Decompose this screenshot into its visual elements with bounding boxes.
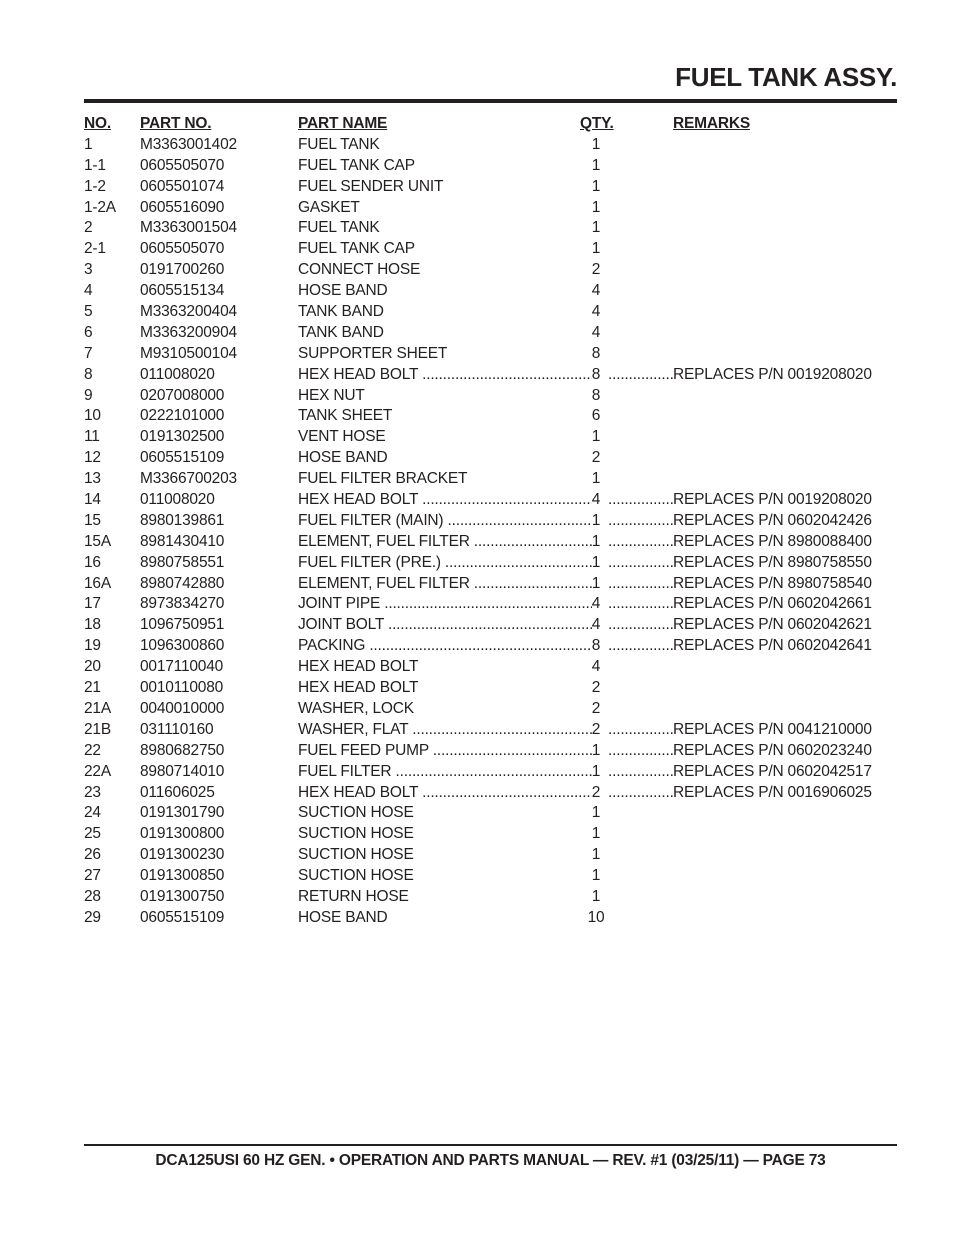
leader-dots <box>608 511 673 532</box>
cell-part-no: 8980742880 <box>140 574 225 592</box>
leader-dots <box>608 594 673 615</box>
table-row <box>84 824 897 845</box>
cell-part-name: TANK BAND <box>298 303 384 321</box>
cell-part-name: FUEL FILTER BRACKET <box>298 470 468 488</box>
cell-part-no: 0191300230 <box>140 846 225 864</box>
cell-part-name: SUCTION HOSE <box>298 846 414 864</box>
table-row <box>84 156 897 177</box>
cell-qty: 2 <box>591 679 601 697</box>
cell-no: 23 <box>84 783 101 801</box>
cell-no: 17 <box>84 595 101 613</box>
table-row <box>84 135 897 156</box>
cell-no: 25 <box>84 825 101 843</box>
cell-part-name: PACKING ..... <box>298 636 592 657</box>
cell-part-no: 8980758551 <box>140 553 225 571</box>
cell-qty: 4 <box>591 491 601 509</box>
cell-no: 22 <box>84 741 101 759</box>
cell-no: 1-2 <box>84 177 106 195</box>
table-row <box>84 615 897 636</box>
cell-no: 2 <box>84 219 93 237</box>
table-row <box>84 699 897 720</box>
cell-part-no: 011008020 <box>140 365 215 383</box>
cell-no: 21B <box>84 720 111 738</box>
cell-part-no: 0191301790 <box>140 804 225 822</box>
table-row <box>84 448 897 469</box>
table-row <box>84 281 897 302</box>
cell-qty: 2 <box>591 261 601 279</box>
cell-part-name: SUCTION HOSE <box>298 804 414 822</box>
cell-qty: 1 <box>591 804 601 822</box>
cell-remarks: REPLACES P/N 0602042517 <box>673 762 872 780</box>
leader-dots <box>608 741 673 762</box>
cell-no: 8 <box>84 365 93 383</box>
cell-qty: 2 <box>591 449 601 467</box>
table-row <box>84 302 897 323</box>
cell-part-name: SUPPORTER SHEET <box>298 344 448 362</box>
cell-qty: 8 <box>591 386 601 404</box>
cell-qty: 4 <box>591 658 601 676</box>
table-header <box>84 114 897 135</box>
cell-part-no: M3363001402 <box>140 135 237 153</box>
table-row <box>84 469 897 490</box>
cell-remarks: REPLACES P/N 0016906025 <box>673 783 872 801</box>
cell-part-no: 0222101000 <box>140 407 225 425</box>
cell-part-no: 8980682750 <box>140 741 225 759</box>
cell-part-name: FUEL FILTER (MAIN) ..... <box>298 511 592 532</box>
table-row <box>84 490 897 511</box>
cell-part-no: 0605505070 <box>140 156 225 174</box>
cell-qty: 1 <box>591 532 601 550</box>
cell-qty: 1 <box>591 511 601 529</box>
table-row <box>84 532 897 553</box>
cell-no: 4 <box>84 282 93 300</box>
cell-part-no: 0010110080 <box>140 679 224 697</box>
cell-part-name: JOINT PIPE ..... <box>298 594 592 615</box>
cell-remarks: REPLACES P/N 8980758540 <box>673 574 872 592</box>
table-row <box>84 594 897 615</box>
cell-part-name: HEX HEAD BOLT <box>298 679 419 697</box>
cell-no: 1-2A <box>84 198 116 216</box>
table-row <box>84 177 897 198</box>
cell-part-no: M9310500104 <box>140 344 237 362</box>
cell-no: 2-1 <box>84 240 106 258</box>
cell-qty: 10 <box>587 908 605 926</box>
cell-no: 3 <box>84 261 93 279</box>
cell-qty: 2 <box>591 699 601 717</box>
cell-qty: 4 <box>591 282 601 300</box>
cell-qty: 1 <box>591 470 601 488</box>
cell-part-name: FUEL TANK <box>298 219 380 237</box>
cell-part-name: HOSE BAND <box>298 282 388 300</box>
cell-qty: 1 <box>591 428 601 446</box>
cell-qty: 1 <box>591 177 601 195</box>
cell-remarks: REPLACES P/N 8980758550 <box>673 553 872 571</box>
leader-dots <box>608 532 673 553</box>
table-row <box>84 218 897 239</box>
cell-no: 19 <box>84 637 101 655</box>
title-divider <box>84 99 897 103</box>
cell-qty: 1 <box>591 825 601 843</box>
cell-part-name: FUEL TANK <box>298 135 380 153</box>
cell-part-no: 0191300850 <box>140 867 225 885</box>
table-row <box>84 406 897 427</box>
header-qty: QTY. <box>580 115 614 132</box>
cell-part-no: M3363200904 <box>140 323 237 341</box>
table-row <box>84 511 897 532</box>
cell-remarks: REPLACES P/N 0602042661 <box>673 595 872 613</box>
cell-no: 10 <box>84 407 101 425</box>
cell-part-name: HEX HEAD BOLT ..... <box>298 365 592 386</box>
cell-no: 18 <box>84 616 101 634</box>
table-row <box>84 553 897 574</box>
cell-qty: 1 <box>591 846 601 864</box>
leader-dots <box>608 783 673 804</box>
cell-part-no: 0605515109 <box>140 908 225 926</box>
cell-part-name: FUEL SENDER UNIT <box>298 177 444 195</box>
parts-table <box>84 114 897 929</box>
cell-part-name: FUEL TANK CAP <box>298 156 415 174</box>
cell-part-no: 8980139861 <box>140 511 225 529</box>
cell-no: 15 <box>84 511 101 529</box>
cell-no: 12 <box>84 449 101 467</box>
table-row <box>84 720 897 741</box>
cell-part-name: FUEL FILTER ..... <box>298 762 592 783</box>
cell-qty: 1 <box>591 135 601 153</box>
cell-part-no: 0191300750 <box>140 887 225 905</box>
page-footer: DCA125USI 60 HZ GEN. • OPERATION AND PARTS MANUAL — REV. #1 (03/25/11) — PAGE 73 <box>155 1152 826 1169</box>
table-row <box>84 657 897 678</box>
cell-qty: 4 <box>591 303 601 321</box>
table-row <box>84 198 897 219</box>
cell-part-name: JOINT BOLT ..... <box>298 615 592 636</box>
cell-qty: 4 <box>591 616 601 634</box>
cell-part-name: WASHER, FLAT ..... <box>298 720 592 741</box>
cell-qty: 1 <box>591 156 601 174</box>
cell-remarks: REPLACES P/N 0602042621 <box>673 616 872 634</box>
cell-qty: 2 <box>591 720 601 738</box>
cell-qty: 1 <box>591 553 601 571</box>
cell-part-no: M3363001504 <box>140 219 237 237</box>
cell-no: 27 <box>84 867 101 885</box>
cell-qty: 4 <box>591 323 601 341</box>
cell-no: 7 <box>84 344 93 362</box>
cell-part-no: 0605515134 <box>140 282 225 300</box>
cell-part-name: ELEMENT, FUEL FILTER ..... <box>298 532 592 553</box>
cell-part-no: M3366700203 <box>140 470 237 488</box>
cell-remarks: REPLACES P/N 0602023240 <box>673 741 872 759</box>
table-row <box>84 323 897 344</box>
cell-qty: 8 <box>591 637 601 655</box>
cell-part-name: FUEL TANK CAP <box>298 240 415 258</box>
cell-qty: 1 <box>591 887 601 905</box>
cell-no: 15A <box>84 532 111 550</box>
header-remarks: REMARKS <box>673 115 750 132</box>
cell-no: 16A <box>84 574 111 592</box>
leader-dots <box>608 490 673 511</box>
leader-dots <box>608 762 673 783</box>
cell-no: 21 <box>84 679 101 697</box>
table-row <box>84 866 897 887</box>
cell-remarks: REPLACES P/N 8980088400 <box>673 532 872 550</box>
cell-no: 22A <box>84 762 111 780</box>
cell-no: 13 <box>84 470 101 488</box>
table-body <box>84 135 897 929</box>
cell-qty: 1 <box>591 574 601 592</box>
cell-remarks: REPLACES P/N 0602042426 <box>673 511 872 529</box>
cell-no: 5 <box>84 303 93 321</box>
table-row <box>84 260 897 281</box>
cell-remarks: REPLACES P/N 0041210000 <box>673 720 872 738</box>
cell-part-no: 011008020 <box>140 491 215 509</box>
cell-part-no: 0191302500 <box>140 428 225 446</box>
page-title: FUEL TANK ASSY. <box>675 62 897 92</box>
table-row <box>84 344 897 365</box>
table-row <box>84 365 897 386</box>
cell-part-no: 0040010000 <box>140 699 225 717</box>
cell-qty: 1 <box>591 867 601 885</box>
table-row <box>84 783 897 804</box>
cell-part-no: 0605516090 <box>140 198 225 216</box>
cell-part-no: 011606025 <box>140 783 215 801</box>
cell-no: 28 <box>84 887 101 905</box>
table-row <box>84 908 897 929</box>
cell-part-no: 8973834270 <box>140 595 225 613</box>
cell-no: 29 <box>84 908 101 926</box>
cell-qty: 1 <box>591 198 601 216</box>
table-row <box>84 574 897 595</box>
leader-dots <box>608 365 673 386</box>
cell-no: 14 <box>84 491 101 509</box>
cell-part-name: RETURN HOSE <box>298 887 409 905</box>
cell-no: 26 <box>84 846 101 864</box>
header-part-name: PART NAME <box>298 115 388 132</box>
cell-part-name: FUEL FEED PUMP ..... <box>298 741 592 762</box>
cell-part-name: HEX HEAD BOLT ..... <box>298 490 592 511</box>
cell-part-name: VENT HOSE <box>298 428 386 446</box>
cell-no: 9 <box>84 386 93 404</box>
table-row <box>84 678 897 699</box>
cell-qty: 1 <box>591 219 601 237</box>
cell-no: 1 <box>84 135 93 153</box>
cell-part-no: 1096300860 <box>140 637 225 655</box>
cell-part-name: TANK BAND <box>298 323 384 341</box>
cell-part-name: WASHER, LOCK <box>298 699 414 717</box>
cell-part-name: HOSE BAND <box>298 908 388 926</box>
leader-dots <box>608 636 673 657</box>
leader-dots <box>608 574 673 595</box>
leader-dots <box>608 615 673 636</box>
cell-qty: 4 <box>591 595 601 613</box>
cell-part-no: 031110160 <box>140 720 214 738</box>
cell-part-name: HEX HEAD BOLT <box>298 658 419 676</box>
cell-qty: 8 <box>591 365 601 383</box>
cell-part-no: 0191700260 <box>140 261 225 279</box>
cell-no: 6 <box>84 323 93 341</box>
cell-part-name: CONNECT HOSE <box>298 261 421 279</box>
table-row <box>84 636 897 657</box>
table-row <box>84 741 897 762</box>
cell-no: 20 <box>84 658 101 676</box>
cell-part-name: TANK SHEET <box>298 407 393 425</box>
cell-part-no: 8980714010 <box>140 762 225 780</box>
cell-qty: 6 <box>591 407 601 425</box>
cell-part-no: 0207008000 <box>140 386 225 404</box>
table-row <box>84 239 897 260</box>
cell-part-no: 8981430410 <box>140 532 225 550</box>
header-part-no: PART NO. <box>140 115 212 132</box>
cell-part-name: SUCTION HOSE <box>298 867 414 885</box>
cell-no: 16 <box>84 553 101 571</box>
cell-no: 21A <box>84 699 111 717</box>
cell-remarks: REPLACES P/N 0602042641 <box>673 637 872 655</box>
table-row <box>84 427 897 448</box>
cell-qty: 1 <box>591 240 601 258</box>
cell-part-name: HOSE BAND <box>298 449 388 467</box>
cell-qty: 1 <box>591 741 601 759</box>
cell-qty: 2 <box>591 783 601 801</box>
leader-dots <box>608 553 673 574</box>
table-row <box>84 803 897 824</box>
cell-part-name: GASKET <box>298 198 360 216</box>
cell-part-name: FUEL FILTER (PRE.) ..... <box>298 553 592 574</box>
cell-part-no: 1096750951 <box>140 616 225 634</box>
leader-dots <box>608 720 673 741</box>
cell-part-name: HEX NUT <box>298 386 365 404</box>
cell-part-name: SUCTION HOSE <box>298 825 414 843</box>
cell-remarks: REPLACES P/N 0019208020 <box>673 491 872 509</box>
cell-qty: 1 <box>591 762 601 780</box>
cell-part-no: 0605515109 <box>140 449 225 467</box>
header-no: NO. <box>84 115 111 132</box>
table-row <box>84 845 897 866</box>
table-row <box>84 386 897 407</box>
cell-part-no: 0017110040 <box>140 658 224 676</box>
cell-part-no: M3363200404 <box>140 303 237 321</box>
cell-part-name: ELEMENT, FUEL FILTER ..... <box>298 574 592 595</box>
cell-part-no: 0605505070 <box>140 240 225 258</box>
cell-no: 11 <box>84 428 100 446</box>
cell-part-name: HEX HEAD BOLT ..... <box>298 783 592 804</box>
cell-qty: 8 <box>591 344 601 362</box>
cell-part-no: 0191300800 <box>140 825 225 843</box>
cell-no: 24 <box>84 804 101 822</box>
cell-remarks: REPLACES P/N 0019208020 <box>673 365 872 383</box>
footer-divider <box>84 1144 897 1146</box>
table-row <box>84 887 897 908</box>
cell-part-no: 0605501074 <box>140 177 225 195</box>
cell-no: 1-1 <box>84 156 106 174</box>
table-row <box>84 762 897 783</box>
